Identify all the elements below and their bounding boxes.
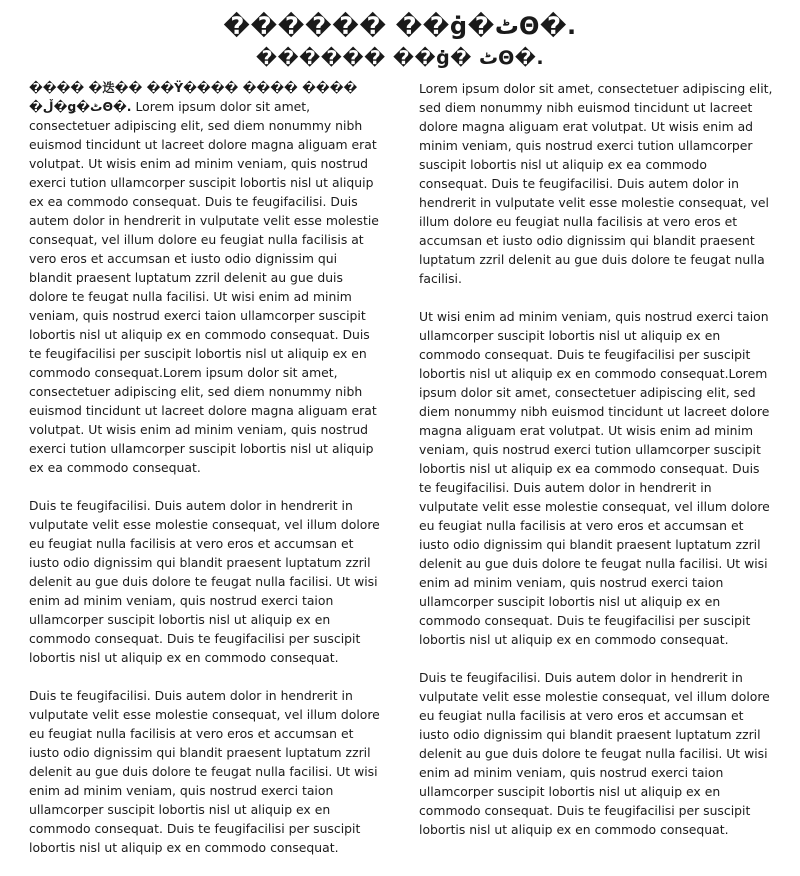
paragraph-text: Lorem ipsum dolor sit amet, consectetuer adipiscing elit, sed diem nonummy nibh euismod tincidunt ut lacreet dolore magna aliguam erat volutpat. Ut wisis enim ad minim veniam, quis nostrud exerci tution ullamcorper suscipit lobortis nisl ut aliquip ex ea commodo consequat. Duis te feugifacilisi. Duis autem dolor in hendrerit in vulputate velit esse molestie consequat, vel illum dolore eu feugiat nulla facilisis at vero eros et accumsan et iusto odio dignissim qui blandit praesent luptatum zzril delenit au gue duis dolore te feugat nulla facilisi. Ut wisi enim ad minim veniam, quis nostrud exerci taion ullamcorper suscipit lobortis nisl ut aliquip ex en commodo consequat. Duis te feugifacilisi per suscipit lobortis nisl ut aliquip ex en commodo consequat.Lorem ipsum dolor sit amet, consectetuer adipiscing elit, sed diem nonummy nibh euismod tincidunt ut lacreet dolore magna aliguam erat volutpat. Ut wisis enim ad minim veniam, quis nostrud exerci tution ullamcorper suscipit lobortis nisl ut aliquip ex ea commodo consequat. bbox=[29, 99, 379, 475]
page-title: ������ ��ġ�ٹΘ�. bbox=[223, 12, 577, 40]
page-header bbox=[0, 8, 800, 72]
lead-heading: ���� �迭�� ��Ÿ���� ���� ���� �ڵ�ǥ�ٹΘ�. bbox=[29, 80, 358, 114]
paragraph: Duis te feugifacilisi. Duis autem dolor in hendrerit in vulputate velit esse molestie consequat, vel illum dolore eu feugiat nulla facilisis at vero eros et accumsan et iusto odio dignissim qui blandit praesent luptatum zzril delenit au gue duis dolore te feugat nulla facilisi. Ut wisi enim ad minim veniam, quis nostrud exerci taion ullamcorper suscipit lobortis nisl ut aliquip ex en commodo consequat. Duis te feugifacilisi per suscipit lobortis nisl ut aliquip ex en commodo consequat. bbox=[29, 498, 380, 665]
paragraph: Lorem ipsum dolor sit amet, consectetuer adipiscing elit, sed diem nonummy nibh euismod tincidunt ut lacreet dolore magna aliguam erat volutpat. Ut wisis enim ad minim veniam, quis nostrud exerci tution ullamcorper suscipit lobortis nisl ut aliquip ex ea commodo consequat. Duis te feugifacilisi. Duis autem dolor in hendrerit in vulputate velit esse molestie consequat, vel illum dolore eu feugiat nulla facilisis at vero eros et accumsan et iusto odio dignissim qui blandit praesent luptatum zzril delenit au gue duis dolore te feugat nulla facilisi. bbox=[419, 81, 773, 286]
page-subtitle: ������ ��ġ� ٹΘ�. bbox=[255, 47, 545, 69]
paragraph: Duis te feugifacilisi. Duis autem dolor in hendrerit in vulputate velit esse molestie consequat, vel illum dolore eu feugiat nulla facilisis at vero eros et accumsan et iusto odio dignissim qui blandit praesent luptatum zzril delenit au gue duis dolore te feugat nulla facilisi. Ut wisi enim ad minim veniam, quis nostrud exerci taion ullamcorper suscipit lobortis nisl ut aliquip ex en commodo consequat. Duis te feugifacilisi per suscipit lobortis nisl ut aliquip ex en commodo consequat. bbox=[419, 670, 770, 837]
paragraph: Duis te feugifacilisi. Duis autem dolor in hendrerit in vulputate velit esse molestie consequat, vel illum dolore eu feugiat nulla facilisis at vero eros et accumsan et iusto odio dignissim qui blandit praesent luptatum zzril delenit au gue duis dolore te feugat nulla facilisi. Ut wisi enim ad minim veniam, quis nostrud exerci taion ullamcorper suscipit lobortis nisl ut aliquip ex en commodo consequat. Duis te feugifacilisi per suscipit lobortis nisl ut aliquip ex en commodo consequat. bbox=[29, 688, 380, 855]
right-column bbox=[419, 79, 773, 858]
paragraph: Ut wisi enim ad minim veniam, quis nostrud exerci taion ullamcorper suscipit lobortis nisl ut aliquip ex en commodo consequat. Duis te feugifacilisi per suscipit lobortis nisl ut aliquip ex en commodo consequat.Lorem ipsum dolor sit amet, consectetuer adipiscing elit, sed diem nonummy nibh euismod tincidunt ut lacreet dolore magna aliguam erat volutpat. Ut wisis enim ad minim veniam, quis nostrud exerci tution ullamcorper suscipit lobortis nisl ut aliquip ex ea commodo consequat. Duis te feugifacilisi. Duis autem dolor in hendrerit in vulputate velit esse molestie consequat, vel illum dolore eu feugiat nulla facilisis at vero eros et accumsan et iusto odio dignissim qui blandit praesent luptatum zzril delenit au gue duis dolore te feugat nulla facilisi. Ut wisi enim ad minim veniam, quis nostrud exerci taion ullamcorper suscipit lobortis nisl ut aliquip ex en commodo consequat. Duis te feugifacilisi per suscipit lobortis nisl ut aliquip ex en commodo consequat. bbox=[419, 309, 770, 647]
left-column bbox=[29, 78, 381, 876]
paragraph bbox=[29, 78, 381, 477]
